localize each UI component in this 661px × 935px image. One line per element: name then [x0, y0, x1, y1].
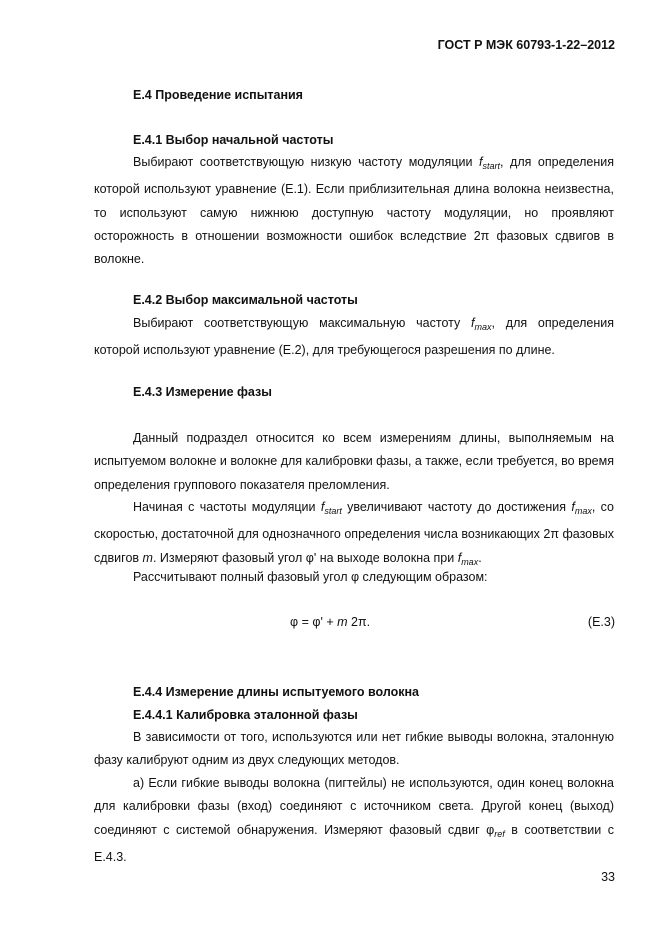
- paragraph-e441-1: В зависимости от того, используются или нет гибкие выводы волокна, эталонную фазу калибруют одним из двух следующих методов.: [94, 730, 614, 768]
- document-header: ГОСТ Р МЭК 60793-1-22–2012: [437, 38, 615, 52]
- section-heading-e44: Е.4.4 Измерение длины испытуемого волокна: [133, 685, 419, 699]
- paragraph-e441-2: а) Если гибкие выводы волокна (пигтейлы) не используются, один конец волокна для калибровки фазы (вход) соединяют с источником света. Другой конец (выход) соединяют с системой обнаружения. Измеряют фазовый сдвиг $\varphi_{ref}$ в соответствии с Е.4.3.: [94, 776, 614, 864]
- paragraph-e43-1: Данный подраздел относится ко всем измерениям длины, выполняемым на испытуемом волокне и волокне для калибровки фазы, а также, если требуется, во время определения группового показателя преломления.: [94, 431, 614, 492]
- section-heading-e441: Е.4.4.1 Калибровка эталонной фазы: [133, 708, 358, 722]
- paragraph-e41: Выбирают соответствующую низкую частоту модуляции $f_{start}$, для определения которой используют уравнение (Е.1). Если приблизительная длина волокна неизвестна, то используют самую нижнюю доступную частоту модуляции, но проявляют осторожность в отношении возможности ошибок вследствие 2π фазовых сдвигов в волокне.: [94, 155, 615, 267]
- section-heading-e42: Е.4.2 Выбор максимальной частоты: [133, 293, 358, 307]
- paragraph-e43-3: Рассчитывают полный фазовый угол φ следующим образом:: [133, 570, 488, 584]
- section-heading-e41: Е.4.1 Выбор начальной частоты: [133, 133, 334, 147]
- equation-number: (Е.3): [587, 615, 615, 629]
- section-heading-e43: Е.4.3 Измерение фазы: [133, 385, 272, 399]
- formula-e3: φ = φ' + m 2π.: [290, 615, 371, 629]
- paragraph-e42: Выбирают соответствующую максимальную частоту $f_{max}$, для определения которой используют уравнение (Е.2), для требующегося разрешения по длине.: [94, 316, 615, 358]
- section-heading-e4: Е.4 Проведение испытания: [133, 88, 303, 102]
- paragraph-e43-2: Начиная с частоты модуляции $f_{start}$ увеличивают частоту до достижения $f_{max}$, со скоростью, достаточной для однозначного определения числа возникающих 2π фазовых сдвигов m. Измеряют фазовый угол φ' на выходе волокна при $f_{max}$.: [94, 500, 614, 567]
- page-number: 33: [601, 870, 615, 884]
